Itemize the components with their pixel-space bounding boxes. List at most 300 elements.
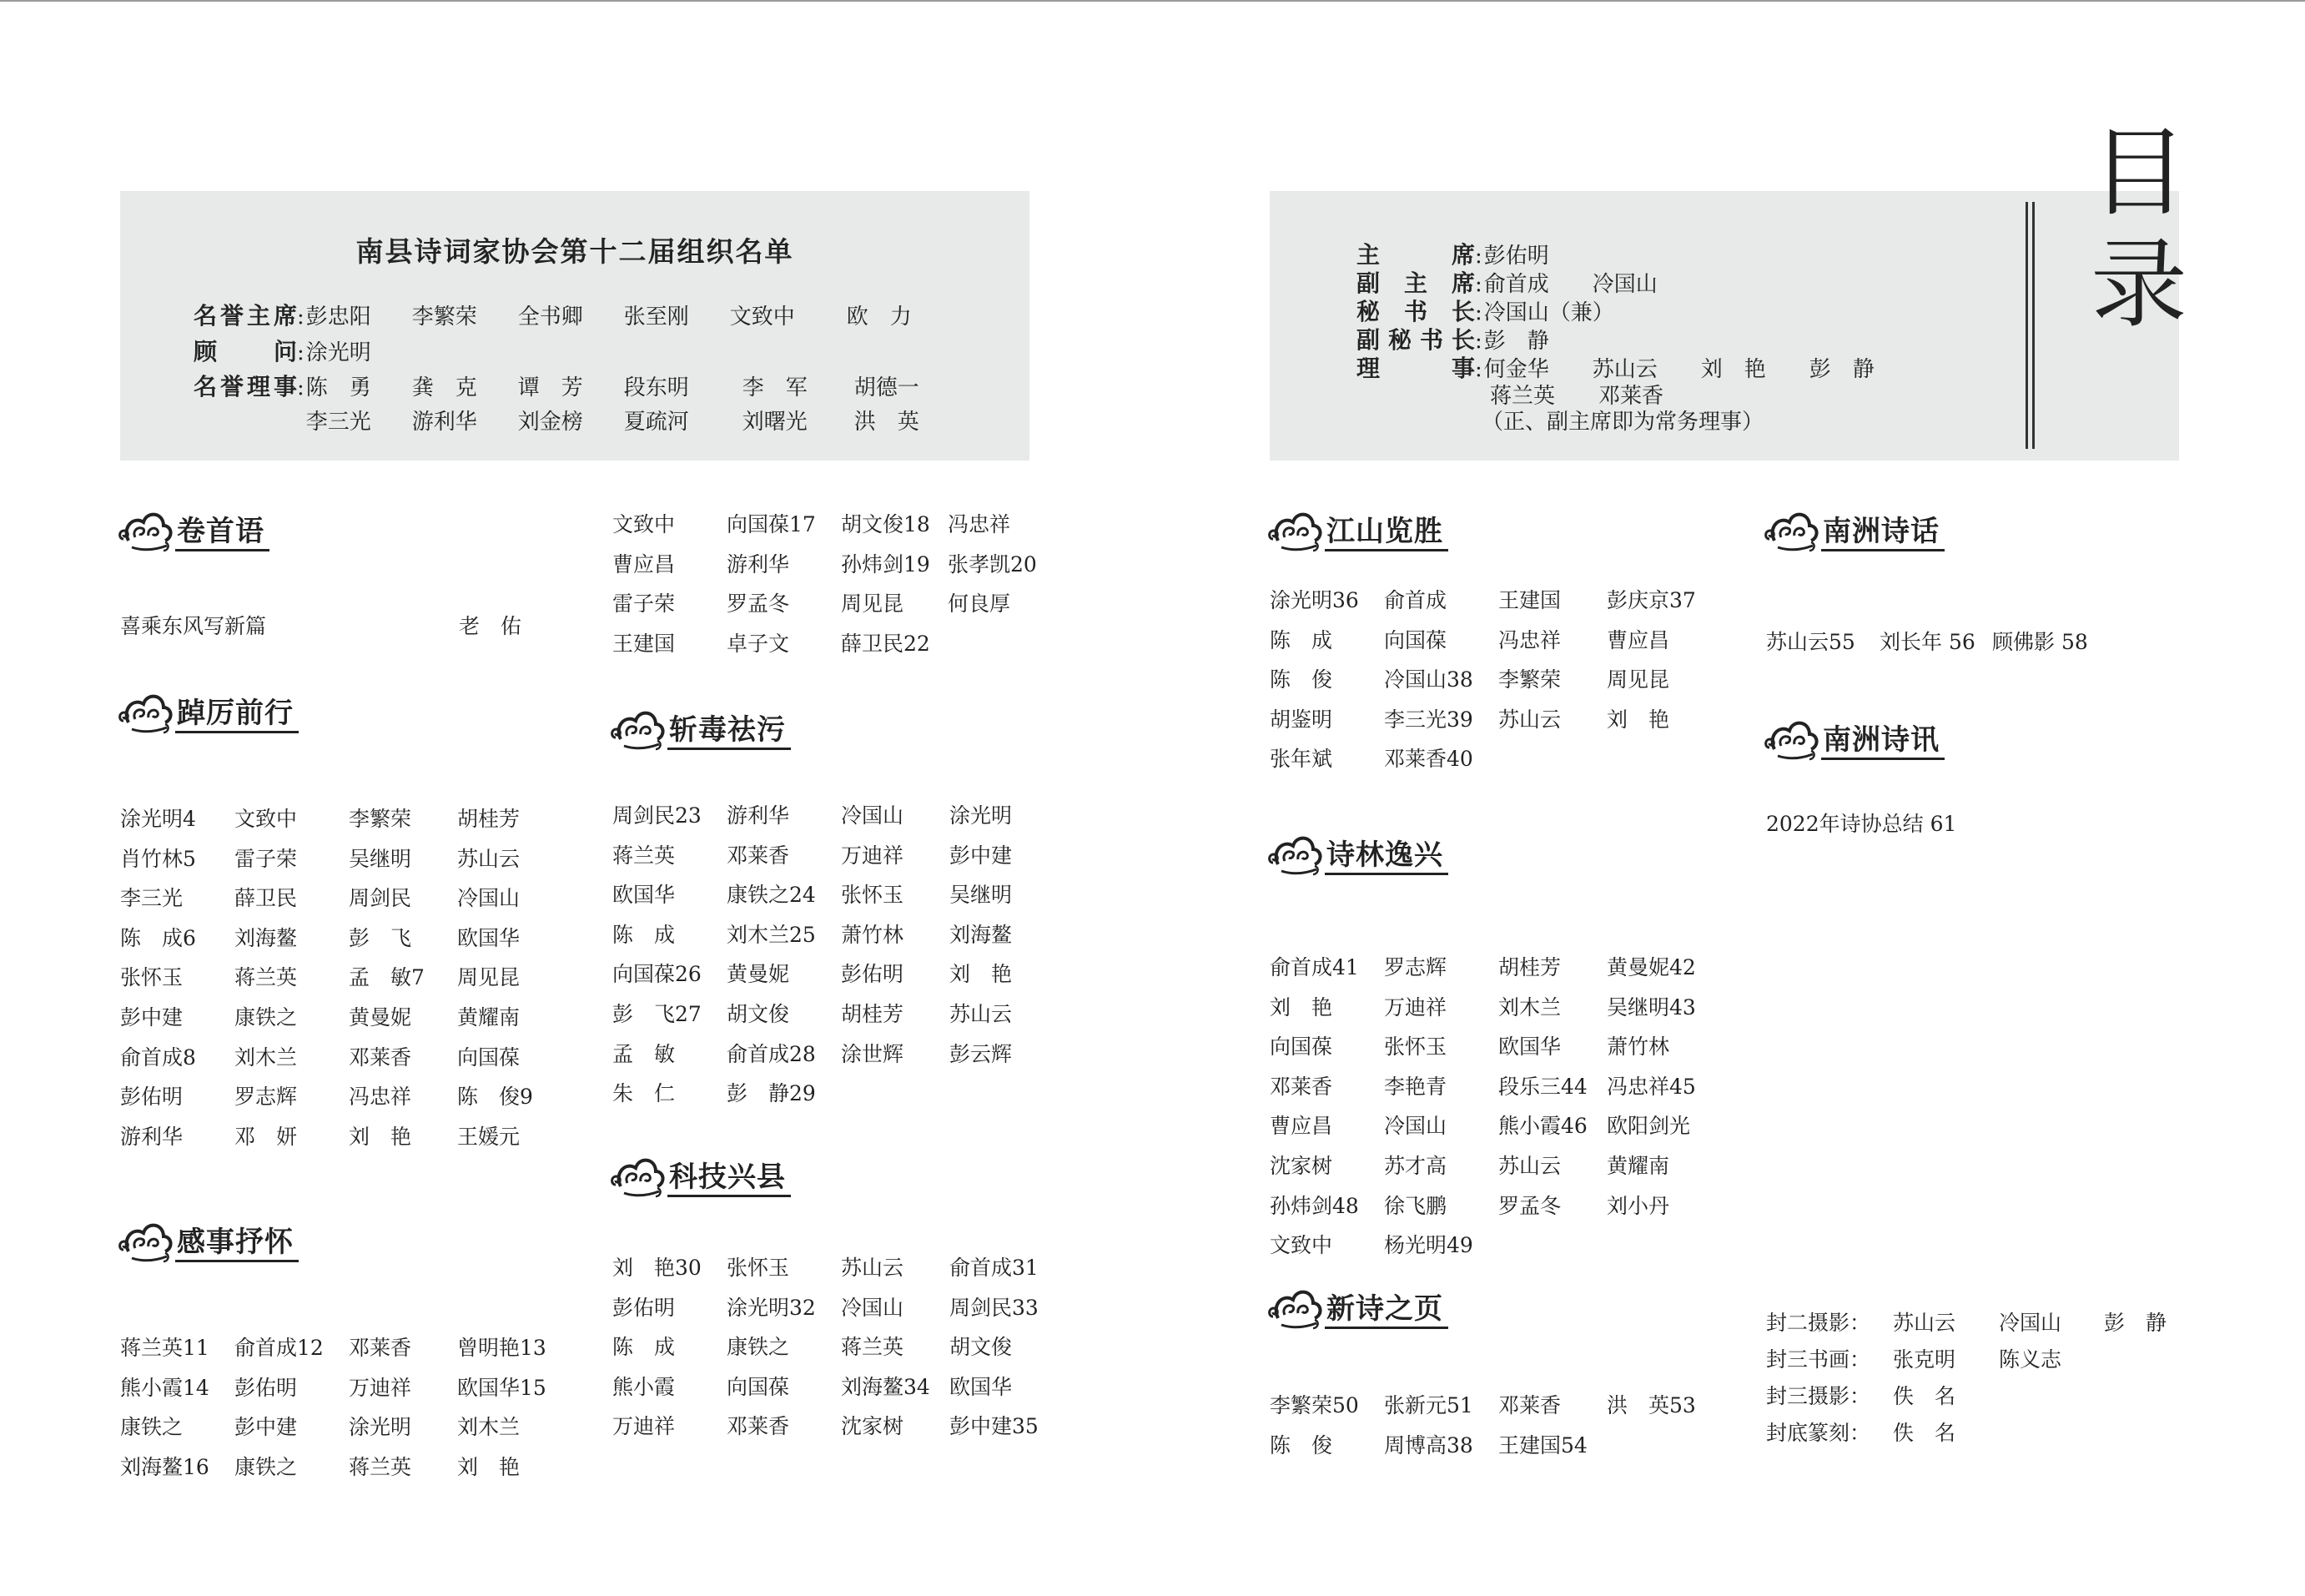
toc-entry: 洪 英53 [1607,1393,1696,1417]
section-shihua [1763,507,1945,561]
toc-entry: 刘海鳌 [949,922,1013,947]
credit-label: 封三摄影： [1766,1384,1871,1408]
toc-entry: 彭庆京37 [1607,588,1696,612]
toc-entry: 蒋兰英 [612,843,676,868]
ed-row-deputy-secretary: 副秘书长 : 彭 静 [1356,322,1549,355]
section-title: 新诗之页 [1325,1294,1448,1329]
org-name: 刘曙光 [742,410,808,435]
ed-note-text: （正、副主席即为常务理事） [1482,410,1764,435]
toc-entry: 向国葆 [727,1374,790,1399]
toc-entry: 李繁荣 [1498,667,1562,692]
toc-entry: 刘木兰25 [727,922,816,947]
toc-entry: 刘木兰 [1498,994,1562,1020]
section-header [1266,1285,1448,1338]
toc-entry: 沈家树 [1270,1153,1333,1178]
toc-entry: 吴继明 [349,846,412,871]
toc-entry: 王建国 [1498,588,1562,612]
toc-entry: 刘 艳 [1270,994,1333,1020]
toc-entry: 罗志辉 [234,1085,298,1110]
jiangshan-entries [1270,581,1715,779]
ed-label: 副秘书长 [1356,326,1475,354]
toc-entry: 胡桂芳 [841,1001,904,1026]
toc-entry: 胡文俊 [949,1335,1013,1360]
toc-entry: 文致中 [234,807,298,831]
section-zhandu [609,706,791,759]
toc-entry: 游利华 [727,803,790,828]
toc-entry: 苏山云55 [1766,630,1855,654]
ed-label: 秘书长 [1356,298,1475,325]
toc-entry: 康铁之24 [727,883,816,908]
credit-name: 佚 名 [1893,1421,1956,1445]
toc-entry: 李三光39 [1384,707,1473,732]
toc-entry: 俞首成28 [727,1041,816,1066]
credit-name: 佚 名 [1893,1384,1956,1408]
toc-entry: 刘海鳌 [234,925,298,950]
toc-entry: 彭佑明 [612,1295,676,1320]
toc-entry: 张怀玉 [841,883,904,908]
toc-entry: 游利华 [120,1124,184,1149]
toc-entry: 苏山云 [1498,707,1562,732]
toc-entry: 孙炜剑19 [841,551,930,576]
section-header [609,1153,791,1206]
credit-label: 封二摄影： [1766,1311,1871,1335]
section-jiangshan [1266,507,1448,561]
ed-note [1482,405,1764,436]
toc-entry: 陈 成6 [120,925,196,950]
toc-entry: 游利华 [727,551,790,576]
cloud-ornament-icon [1763,507,1819,561]
ed-value: 何金华 苏山云 刘 艳 彭 静 [1483,357,1875,382]
org-name: 李 军 [742,375,808,400]
toc-entry: 冯忠祥 [948,512,1011,536]
section-title: 卷首语 [175,516,269,551]
ed-row-vice-chair: 副主席 : 俞首成 冷国山 [1356,265,1658,299]
toc-entry: 苏山云 [841,1256,904,1280]
org-label: 名誉理事 [194,373,297,400]
toc-entry: 欧国华 [949,1374,1013,1399]
credit-row [1766,1380,1999,1410]
section-header [1266,831,1448,884]
toc-entry: 涂光明4 [120,807,196,831]
toc-entry: 彭中建 [949,843,1013,868]
toc-entry: 文致中 [1270,1233,1333,1258]
toc-entry: 向国葆 [457,1045,521,1070]
ed-row-secretary: 秘书长 : 冷国山（兼） [1356,294,1614,327]
toc-entry: 黄耀南 [1607,1153,1670,1178]
toc-entry [949,1074,1058,1114]
editorial-panel [1270,191,2187,461]
toc-entry: 周剑民33 [949,1295,1039,1320]
org-name: 李繁荣 [411,305,477,330]
section-title: 踔厉前行 [175,698,299,733]
toc-entry: 冷国山 [841,1295,904,1320]
ed-label: 理事 [1356,355,1475,382]
section-title: 诗林逸兴 [1325,840,1448,875]
toc-entry: 刘海鳌16 [120,1454,209,1479]
toc-entry: 顾佛影 58 [1992,630,2088,654]
ganshi-entries [120,1328,566,1487]
toc-entry: 罗孟冬 [1498,1193,1562,1218]
toc-entry: 张新元51 [1384,1393,1473,1417]
toc-entry: 彭 飞 [349,925,412,950]
toc-entry: 苏才高 [1384,1153,1447,1178]
toc-entry: 苏山云 [457,846,521,871]
toc-entry: 薛卫民22 [841,631,930,656]
org-name: 游利华 [411,410,477,435]
section-title: 科技兴县 [667,1162,791,1197]
toc-entry: 张怀玉 [1384,1035,1447,1060]
ed-label: 主席 [1356,241,1475,269]
toc-title-char: 录 [2091,229,2187,341]
toc-entry [1498,739,1607,779]
toc-entry: 刘 艳 [349,1124,412,1149]
credit-row [1766,1343,2104,1373]
toc-entry: 李繁荣50 [1270,1393,1359,1417]
toc-entry: 向国葆26 [612,962,702,987]
cloud-ornament-icon [1266,1285,1323,1338]
toc-entry: 卓子文 [727,631,790,656]
toc-entry: 欧国华 [457,925,521,950]
toc-entry: 胡文俊18 [841,512,930,536]
section-title: 斩毒祛污 [667,715,791,750]
toc-entry: 邓莱香 [727,1414,790,1439]
credit-name: 陈义志 [1999,1347,2062,1372]
org-name: 张至刚 [623,305,689,330]
toc-entry: 冷国山 [457,886,521,911]
section-xinshi [1266,1285,1448,1338]
section-keji [609,1153,791,1206]
toc-entry: 熊小霞 [612,1374,676,1399]
toc-entry: 彭 飞27 [612,1001,702,1026]
org-name: 涂光明 [305,340,371,365]
toc-entry: 苏山云 [1498,1153,1562,1178]
toc-entry: 段乐三44 [1498,1074,1588,1099]
toc-entry: 张孝凯20 [948,551,1037,576]
toc-entry: 向国葆 [1270,1035,1333,1060]
toc-entry: 曾明艳13 [457,1336,546,1360]
toc-entry: 万迪祥 [349,1375,412,1400]
org-name: 洪 英 [853,410,919,435]
ed-row-directors: 理事 : 何金华 苏山云 刘 艳 彭 静 [1356,350,1875,384]
toc-entry: 蒋兰英 [841,1335,904,1360]
section-header [117,689,299,743]
toc-entry: 冷国山 [841,803,904,828]
toc-entry: 俞首成12 [234,1336,324,1360]
section-header [117,507,269,561]
toc-entry: 欧国华15 [457,1375,546,1400]
org-name: 欧 力 [846,305,912,330]
toc-entry: 周博高38 [1384,1432,1473,1458]
toc-entry: 李三光 [120,886,184,911]
toc-entry: 薛卫民 [234,886,298,911]
toc-entry: 刘海鳌34 [841,1374,930,1399]
toc-entry: 肖竹林5 [120,846,196,871]
ed-value: 彭佑明 [1483,244,1549,269]
org-name: 彭忠阳 [305,305,371,330]
toc-entry [841,1074,949,1114]
cloud-ornament-icon [1763,716,1819,769]
toc-entry: 雷子荣 [612,592,676,617]
section-header [1266,507,1448,561]
toc-entry: 万迪祥 [841,843,904,868]
toc-entry: 康铁之 [727,1335,790,1360]
org-name: 文致中 [729,305,795,330]
toc-entry: 彭佑明 [234,1375,298,1400]
toc-entry: 邓莱香 [727,843,790,868]
toc-entry: 向国葆17 [727,512,816,536]
toc-entry: 陈 俊 [1270,667,1333,692]
toc-entry: 彭中建 [234,1415,298,1440]
xinshi-entries [1270,1386,1715,1465]
toc-entry: 刘木兰 [234,1045,298,1070]
toc-entry: 邓莱香 [349,1045,412,1070]
toc-entry: 彭中建 [120,1004,184,1030]
toc-entry: 周剑民 [349,886,412,911]
cloud-ornament-icon [1266,831,1323,884]
toc-entry: 胡文俊 [727,1001,790,1026]
toc-entry: 孟 敏 [612,1041,676,1066]
toc-entry: 蒋兰英 [349,1454,412,1479]
org-name: 龚 克 [411,375,477,400]
toc-entry [1607,1426,1715,1466]
toc-entry: 康铁之 [234,1454,298,1479]
toc-entry: 邓莱香40 [1384,747,1473,772]
section-header [609,706,791,759]
toc-entry: 陈 俊9 [457,1085,533,1110]
toc-entry: 彭 静29 [727,1081,816,1106]
toc-entry: 彭云辉 [949,1041,1013,1066]
divider-line [2032,202,2035,449]
section-title: 南洲诗话 [1821,516,1945,551]
toc-entry: 万迪祥 [1384,994,1447,1020]
toc-entry: 邓莱香 [1498,1393,1562,1417]
org-row-honorary-directors-cont [194,405,938,436]
toc-entry: 刘 艳 [1607,707,1670,732]
ed-value: 冷国山（兼） [1483,300,1614,325]
section-header [117,1218,299,1271]
section-shilin [1266,831,1448,884]
toc-entry: 涂光明32 [727,1295,816,1320]
toc-entry: 涂世辉 [841,1041,904,1066]
section-shixun [1763,716,1945,769]
toc-entry: 刘小丹 [1607,1193,1670,1218]
toc-entry: 黄耀南 [457,1004,521,1030]
toc-entry: 邓 妍 [234,1124,298,1149]
toc-entry: 张怀玉 [120,965,184,990]
section-header [1763,507,1945,561]
org-name: 陈 勇 [305,375,371,400]
toc-entry: 涂光明 [349,1415,412,1440]
toc-entry: 康铁之 [234,1004,298,1030]
credit-name: 彭 静 [2104,1311,2167,1335]
toc-entry: 黄曼妮 [349,1004,412,1030]
org-label: 名誉主席 [194,302,297,330]
toc-entry: 周见昆 [457,965,521,990]
toc-entry: 萧竹林 [1607,1035,1670,1060]
toc-entry: 陈 成 [612,922,676,947]
toc-entry [948,624,1056,664]
toc-entry: 涂光明 [949,803,1013,828]
toc-entry: 王建国54 [1498,1432,1588,1458]
toc-entry: 欧国华 [1498,1035,1562,1060]
ed-value: 彭 静 [1483,329,1549,354]
section-title: 感事抒怀 [175,1227,299,1262]
organization-panel [120,191,1029,461]
toc-entry: 冯忠祥 [349,1085,412,1110]
section-tali [117,689,299,743]
ed-value: 俞首成 冷国山 [1483,272,1658,297]
toc-entry: 杨光明49 [1384,1233,1473,1258]
toc-entry: 俞首成8 [120,1045,196,1070]
toc-entry: 李艳青 [1384,1074,1447,1099]
section-header [1763,716,1945,769]
toc-entry: 罗孟冬 [727,592,790,617]
toc-entry: 周剑民23 [612,803,702,828]
toc-entry: 俞首成41 [1270,955,1359,979]
org-name: 夏疏河 [623,410,689,435]
toc-entry: 刘 艳 [949,962,1013,987]
toc-entry: 冯忠祥45 [1607,1074,1696,1099]
toc-entry: 刘木兰 [457,1415,521,1440]
toc-entry: 刘长年 56 [1880,630,1975,654]
credit-name: 冷国山 [1999,1311,2062,1335]
org-title: 南县诗词家协会第十二届组织名单 [355,235,794,268]
section-title: 南洲诗讯 [1821,725,1945,760]
toc-entry [1607,1226,1715,1266]
toc-entry: 胡桂芳 [1498,955,1562,979]
org-name: 胡德一 [853,375,919,400]
toc-entry: 黄曼妮 [727,962,790,987]
toc-entry: 陈 俊 [1270,1432,1333,1458]
toc-entry: 黄曼妮42 [1607,955,1696,979]
org-row-advisor: 顾问 : 涂光明 [194,334,371,367]
toc-entry: 蒋兰英11 [120,1336,209,1360]
cloud-ornament-icon [117,689,174,743]
toc-entry: 苏山云 [949,1001,1013,1026]
toc-entry: 康铁之 [120,1415,184,1440]
credit-row [1766,1417,1999,1447]
toc-entry: 刘 艳 [457,1454,521,1479]
cloud-ornament-icon [117,507,174,561]
zhandu-entries [612,796,1058,1114]
credit-label: 封三书画： [1766,1347,1871,1372]
shilin-entries [1270,948,1715,1266]
toc-entry: 涂光明36 [1270,588,1359,612]
org-row-honorary-directors: 名誉理事 : 陈 勇 龚 克 谭 芳 段东明 李 军 胡德一 [194,369,938,402]
toc-entry: 陈 成 [612,1335,676,1360]
shihua-entries [1766,622,2109,662]
toc-entry: 胡鉴明 [1270,707,1333,732]
credit-name: 苏山云 [1893,1311,1956,1335]
juanshouyu-entries [120,607,559,647]
toc-entry: 俞首成31 [949,1256,1039,1280]
keji-entries [612,1248,1058,1447]
divider-line [2026,202,2028,449]
credit-label: 封底篆刻： [1766,1421,1871,1445]
cloud-ornament-icon [1266,507,1323,561]
toc-entry: 文致中 [612,512,676,536]
shixun-entries [1766,804,2016,844]
toc-entry: 邓莱香 [1270,1074,1333,1099]
toc-entry: 吴继明43 [1607,994,1696,1020]
org-name: 谭 芳 [517,375,583,400]
toc-title [2091,117,2187,341]
toc-entry: 老 佑 [459,614,522,638]
cloud-ornament-icon [609,1153,666,1206]
toc-entry: 胡桂芳 [457,807,521,831]
toc-entry: 陈 成 [1270,627,1333,652]
org-label: 顾问 [194,338,297,365]
ed-label: 副主席 [1356,269,1475,297]
toc-entry: 彭佑明 [120,1085,184,1110]
toc-entry: 雷子荣 [234,846,298,871]
toc-entry: 王媛元 [457,1124,521,1149]
toc-entry: 彭佑明 [841,962,904,987]
toc-entry: 何良厚 [948,592,1011,617]
toc-entry: 曹应昌 [612,551,676,576]
toc-entry: 张怀玉 [727,1256,790,1280]
credit-name: 张克明 [1893,1347,1956,1372]
toc-entry [1498,1226,1607,1266]
toc-entry: 孟 敏7 [349,965,425,990]
org-name: 李三光 [305,410,371,435]
org-name: 段东明 [623,375,689,400]
toc-entry: 王建国 [612,631,676,656]
toc-entry: 孙炜剑48 [1270,1193,1359,1218]
org-name: 刘金榜 [517,410,583,435]
toc-entry: 彭中建35 [949,1414,1039,1439]
toc-entry: 张年斌 [1270,747,1333,772]
toc-entry [1607,739,1715,779]
section-juanshouyu [117,507,269,561]
toc-entry: 曹应昌 [1607,627,1670,652]
toc-entry: 向国葆 [1384,627,1447,652]
toc-entry: 蒋兰英 [234,965,298,990]
toc-entry: 李繁荣 [349,807,412,831]
toc-entry: 欧国华 [612,883,676,908]
toc-entry: 曹应昌 [1270,1114,1333,1139]
section-ganshi [117,1218,299,1271]
toc-entry: 沈家树 [841,1414,904,1439]
ed-value: 蒋兰英 邓莱香 [1490,384,1664,409]
toc-entry: 朱 仁 [612,1081,676,1106]
toc-entry: 万迪祥 [612,1414,676,1439]
toc-entry: 冯忠祥 [1498,627,1562,652]
toc-entry: 徐飞鹏 [1384,1193,1447,1218]
toc-entry: 吴继明 [949,883,1013,908]
toc-entry: 周见昆 [841,592,904,617]
toc-entry: 俞首成 [1384,588,1447,612]
ed-row-chair: 主席 : 彭佑明 [1356,237,1549,270]
cloud-ornament-icon [609,706,666,759]
toc-entry: 萧竹林 [841,922,904,947]
toc-entry: 欧阳剑光 [1607,1114,1691,1139]
section-title: 江山览胜 [1325,516,1448,551]
toc-entry: 2022年诗协总结 61 [1766,812,1957,836]
toc-entry: 熊小霞46 [1498,1114,1588,1139]
toc-entry: 周见昆 [1607,667,1670,692]
tali-entries [120,799,566,1156]
org-row-honorary-chair: 名誉主席 : 彭忠阳 李繁荣 全书卿 张至刚 文致中 欧 力 [194,298,930,331]
top-border [0,0,2305,2]
toc-entry: 邓莱香 [349,1336,412,1360]
toc-entry: 罗志辉 [1384,955,1447,979]
toc-title-char: 目 [2091,117,2187,229]
toc-entry: 喜乘东风写新篇 [120,614,267,638]
toc-entry: 刘 艳30 [612,1256,702,1280]
toc-entry: 冷国山38 [1384,667,1473,692]
org-name: 全书卿 [517,305,583,330]
